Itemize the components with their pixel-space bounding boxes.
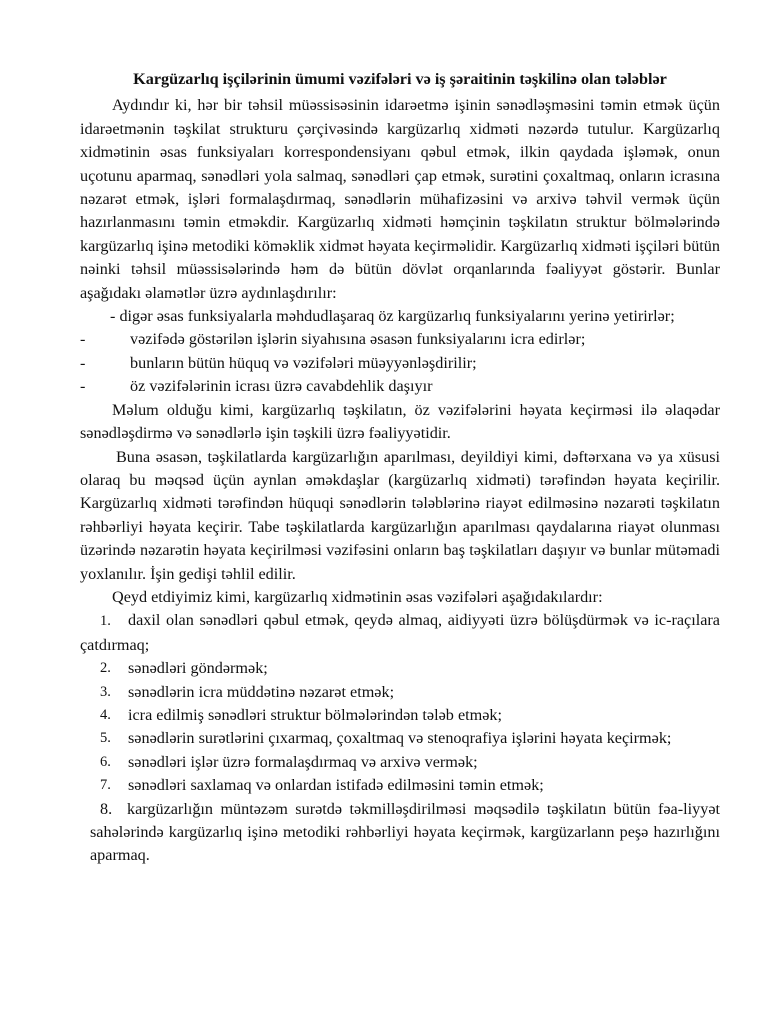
list-number: 6.	[100, 753, 111, 770]
list-item-text: kargüzarlığın müntəzəm surətdə təkmilləşdirilməsi məqsədilə təşkilatın bütün fəa-liyyət sahələrində kargüzarlıq işinə metodiki rəhbərliyi həyata keçirmək, kargüzarlann peşə hazırlığını aparmaq.	[90, 799, 720, 865]
dash-marker: -	[80, 353, 86, 372]
numbered-list-item	[80, 657, 720, 680]
document-title: Kargüzarlıq işçilərinin ümumi vəzifələri və iş şəraitinin təşkilinə olan tələblər	[133, 70, 667, 88]
list-number: 4.	[100, 706, 111, 723]
list-item-text: daxil olan sənədləri qəbul etmək, qeydə almaq, aidiyyəti üzrə bölüşdürmək və ic-raçılara çatdırmaq;	[80, 611, 720, 654]
list-number: 5.	[100, 730, 111, 747]
paragraph-control: Buna əsasən, təşkilatlarda kargüzarlığın aparılması, deyildiyi kimi, dəftərxana və ya xüsusi olaraq bu məqsəd üçün aynlan əməkdaşlar (kargüzarlıq xidməti) tərəfindən həyata keçirilir. Kargüzarlıq xidməti tərəfindən hüquqi sənədlərin tələblərinə riayət edilməsinə nəzarəti təşkilatın rəhbərliyi həyata keçirir. Tabe təşkilatlarda kargüzarlığın aparılması qaydalarına riayət olunması üzərində nəzarətin həyata keçirilməsi vəzifəsini onların baş təşkilatları daşıyır və bunlar mütəmadi yoxlanılır. İşin gedişi təhlil edilir.	[80, 447, 720, 583]
dash-marker: -	[80, 330, 86, 349]
list-item-text: icra edilmiş sənədləri struktur bölmələrindən tələb etmək;	[128, 705, 502, 724]
paragraph-intro: Aydındır ki, hər bir təhsil müəssisəsinin idarəetmə işinin sənədləşməsini təmin etmək üçün idarəetmənin təşkilat strukturu çərçivəsində kargüzarlıq xidməti nəzərdə tutulur. Kargüzarlıq xidmətinin əsas funksiyaları korrespondensiyanı qəbul etmək, ilkin qaydada işləmək, onun uçotunu aparmaq, sənədləri yola salmaq, sənədləri çap etmək, surətini çoxaltmaq, onların icrasına nəzarət etmək, işləri formalaşdırmaq, sənədlərin mühafizəsini və arxivə təhvil vermək üçün hazırlanmasını təmin etməkdir. Kargüzarlıq xidməti həmçinin təşkilatın struktur bölmələrində kargüzarlıq işinə metodiki köməklik xidmət həyata keçirməlidir. Kargüzarlıq xidməti işçiləri bütün nəinki təhsil müəssisələrində həm də bütün dövlət orqanlarında fəaliyyət göstərir. Bunlar aşağıdakı əlamətlər üzrə aydınlaşdırılır:	[80, 96, 720, 302]
numbered-list-item	[80, 751, 720, 774]
numbered-list-item	[80, 727, 720, 750]
dash-item-text: digər əsas funksiyalarla məhdudlaşaraq öz kargüzarlıq funksiyalarını yerinə yetirirlər;	[119, 307, 675, 326]
list-item-text: sənədləri işlər üzrə formalaşdırmaq və arxivə vermək;	[128, 752, 478, 771]
paragraph-duties-intro: Qeyd etdiyimiz kimi, kargüzarlıq xidmətinin əsas vəzifələri aşağıdakılardır:	[112, 587, 603, 606]
numbered-list-item	[80, 798, 720, 868]
paragraph-definition: Məlum olduğu kimi, kargüzarlıq təşkilatın, öz vəzifələrini həyata keçirməsi ilə əlaqədar sənədləşdirmə və sənədlərlə işin təşkili üzrə fəaliyyətidir.	[80, 400, 720, 443]
list-item-text: sənədləri göndərmək;	[128, 659, 268, 678]
dash-item-text: bunların bütün hüquq və vəzifələri müəyyənləşdirilir;	[130, 353, 477, 372]
dash-list-item	[80, 352, 720, 375]
list-number: 1.	[100, 613, 111, 630]
dash-item-text: öz vəzifələrinin icrası üzrə cavabdehlik daşıyır	[130, 377, 433, 396]
dash-list-item	[80, 375, 720, 398]
dash-list-item	[80, 305, 720, 328]
list-number: 8.	[100, 799, 113, 818]
dash-marker: -	[110, 307, 116, 326]
dash-item-text: vəzifədə göstərilən işlərin siyahısına əsasən funksiyalarını icra edirlər;	[130, 330, 586, 349]
numbered-list-item	[80, 681, 720, 704]
dash-list-item	[80, 328, 720, 351]
document-page	[80, 68, 720, 868]
numbered-list-item	[80, 704, 720, 727]
dash-marker: -	[80, 377, 86, 396]
list-item-text: sənədlərin surətlərini çıxarmaq, çoxaltmaq və stenoqrafiya işlərini həyata keçirmək;	[128, 729, 672, 748]
list-number: 3.	[100, 683, 111, 700]
list-number: 7.	[100, 777, 111, 794]
numbered-list-item	[80, 609, 720, 657]
numbered-list-item	[80, 774, 720, 797]
list-item-text: sənədləri saxlamaq və onlardan istifadə edilməsini təmin etmək;	[128, 776, 544, 795]
list-item-text: sənədlərin icra müddətinə nəzarət etmək;	[128, 682, 395, 701]
list-number: 2.	[100, 660, 111, 677]
